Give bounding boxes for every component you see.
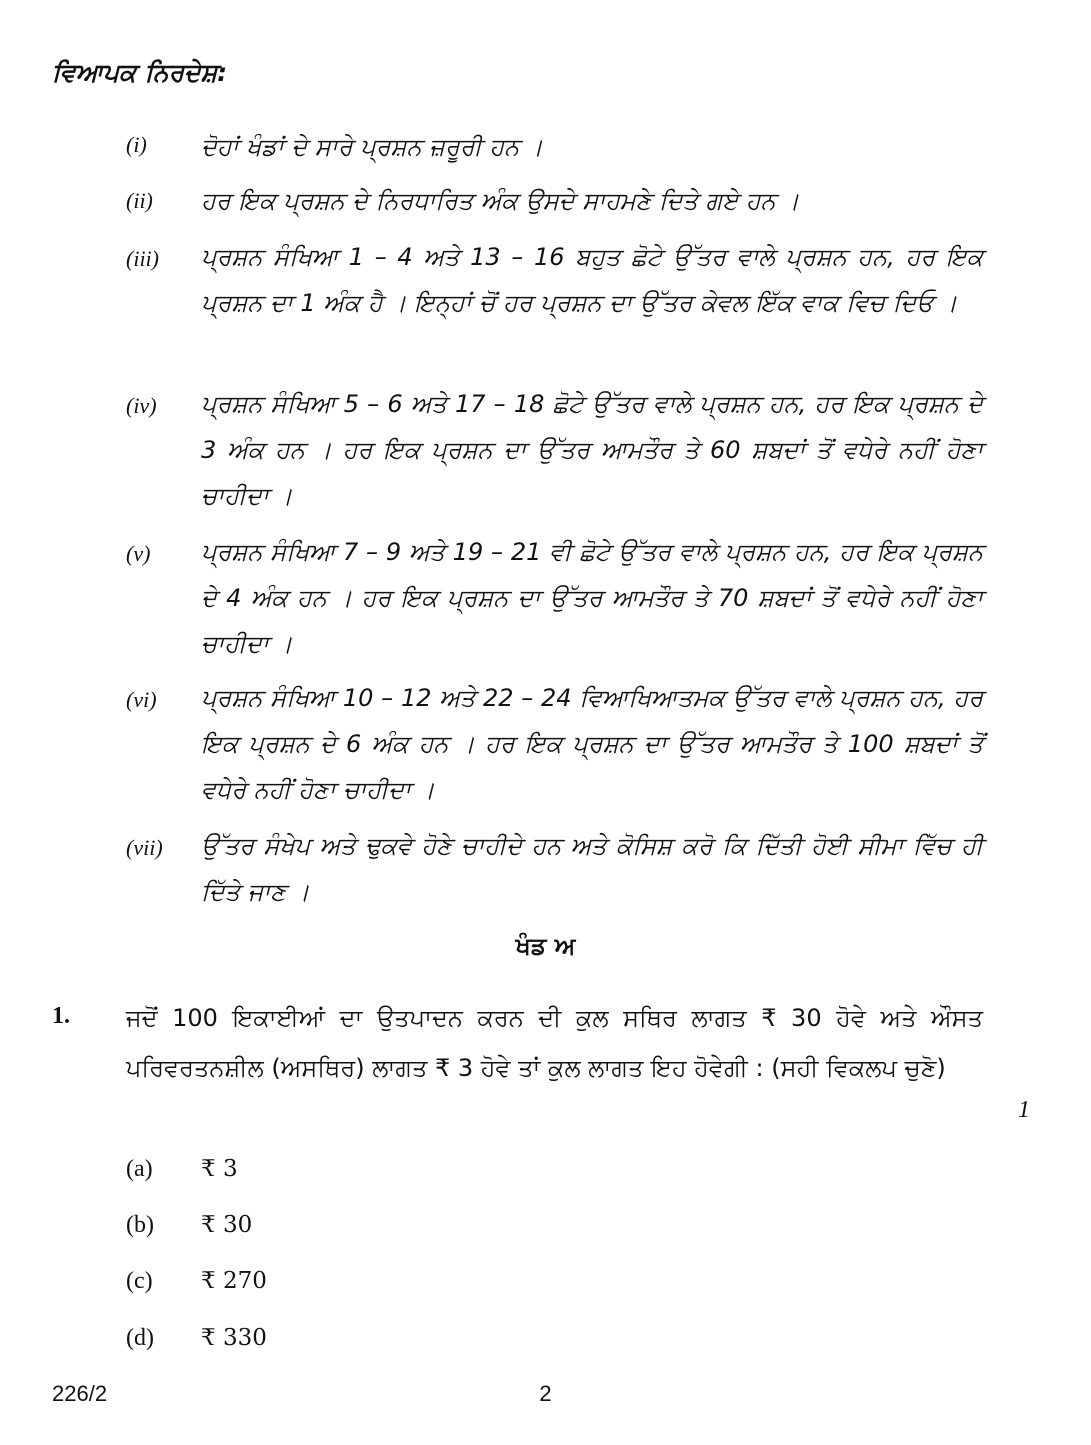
instruction-text: ਪ੍ਰਸ਼ਨ ਸੰਖਿਆ 1 – 4 ਅਤੇ 13 – 16 ਬਹੁਤ ਛੋਟੇ ਉੱਤਰ ਵਾਲੇ ਪ੍ਰਸ਼ਨ ਹਨ, ਹਰ ਇਕ ਪ੍ਰਸ਼ਨ ਦਾ 1 ਅੰਕ ਹੈ । ਇਨ੍ਹਾਂ ਚੋਂ ਹਰ ਪ੍ਰਸ਼ਨ ਦਾ ਉੱਤਰ ਕੇਵਲ ਇੱਕ ਵਾਕ ਵਿਚ ਦਿਓ । [201,243,983,317]
instruction-text: ਪ੍ਰਸ਼ਨ ਸੰਖਿਆ 7 – 9 ਅਤੇ 19 – 21 ਵੀ ਛੋਟੇ ਉੱਤਰ ਵਾਲੇ ਪ੍ਰਸ਼ਨ ਹਨ, ਹਰ ਇਕ ਪ੍ਰਸ਼ਨ ਦੇ 4 ਅੰਕ ਹਨ । ਹਰ ਇਕ ਪ੍ਰਸ਼ਨ ਦਾ ਉੱਤਰ ਆਮਤੌਰ ਤੇ 70 ਸ਼ਬਦਾਂ ਤੋਂ ਵਧੇਰੇ ਨਹੀਂ ਹੋਣਾ ਚਾਹੀਦਾ । [201,538,983,658]
instruction-number: (vii) [126,835,163,860]
question-marks: 1 [1018,1097,1030,1123]
question-number: 1. [52,1003,70,1029]
question-text: ਜਦੋਂ 100 ਇਕਾਈਆਂ ਦਾ ਉਤਪਾਦਨ ਕਰਨ ਦੀ ਕੁਲ ਸਥਿਰ ਲਾਗਤ ₹ 30 ਹੋਵੇ ਅਤੇ ਔਸਤ ਪਰਿਵਰਤਨਸ਼ੀਲ (ਅਸਥਿਰ) ਲਾਗਤ ₹ 3 ਹੋਵੇ ਤਾਂ ਕੁਲ ਲਾਗਤ ਇਹ ਹੋਵੇਗੀ : (ਸਹੀ ਵਿਕਲਪ ਚੁਣੋ) [126,1004,983,1082]
instruction-number: (i) [126,132,147,157]
section-title: ਖੰਡ ਅ [515,932,576,960]
option-value: ₹ 3 [201,1156,238,1182]
instruction-text: ਪ੍ਰਸ਼ਨ ਸੰਖਿਆ 5 – 6 ਅਤੇ 17 – 18 ਛੋਟੇ ਉੱਤਰ ਵਾਲੇ ਪ੍ਰਸ਼ਨ ਹਨ, ਹਰ ਇਕ ਪ੍ਰਸ਼ਨ ਦੇ 3 ਅੰਕ ਹਨ । ਹਰ ਇਕ ਪ੍ਰਸ਼ਨ ਦਾ ਉੱਤਰ ਆਮਤੌਰ ਤੇ 60 ਸ਼ਬਦਾਂ ਤੋਂ ਵਧੇਰੇ ਨਹੀਂ ਹੋਣਾ ਚਾਹੀਦਾ । [201,390,983,510]
instruction-number: (v) [126,541,151,566]
instruction-number: (iii) [126,246,159,271]
instruction-text: ਦੋਹਾਂ ਖੰਡਾਂ ਦੇ ਸਾਰੇ ਪ੍ਰਸ਼ਨ ਜ਼ਰੂਰੀ ਹਨ । [201,133,543,161]
option-value: ₹ 330 [201,1325,267,1351]
instruction-text: ਹਰ ਇਕ ਪ੍ਰਸ਼ਨ ਦੇ ਨਿਰਧਾਰਿਤ ਅੰਕ ਉਸਦੇ ਸਾਹਮਣੇ ਦਿਤੇ ਗਏ ਹਨ । [201,187,800,215]
option-label: (a) [126,1156,153,1182]
instruction-number: (ii) [126,188,153,213]
general-instructions-heading: ਵਿਆਪਕ ਨਿਰਦੇਸ਼: [52,58,228,87]
instruction-text: ਉੱਤਰ ਸੰਖੇਪ ਅਤੇ ਢੁਕਵੇ ਹੋਣੇ ਚਾਹੀਦੇ ਹਨ ਅਤੇ ਕੋਸਿਸ਼ ਕਰੋ ਕਿ ਦਿੱਤੀ ਹੋਈ ਸੀਮਾ ਵਿੱਚ ਹੀ ਦਿੱਤੇ ਜਾਣ । [201,832,983,906]
option-value: ₹ 270 [201,1268,267,1294]
page-number: 2 [539,1381,552,1406]
option-value: ₹ 30 [201,1212,253,1238]
option-label: (b) [126,1212,154,1238]
instruction-number: (iv) [126,393,157,418]
instruction-text: ਪ੍ਰਸ਼ਨ ਸੰਖਿਆ 10 – 12 ਅਤੇ 22 – 24 ਵਿਆਖਿਆਤਮਕ ਉੱਤਰ ਵਾਲੇ ਪ੍ਰਸ਼ਨ ਹਨ, ਹਰ ਇਕ ਪ੍ਰਸ਼ਨ ਦੇ 6 ਅੰਕ ਹਨ । ਹਰ ਇਕ ਪ੍ਰਸ਼ਨ ਦਾ ਉੱਤਰ ਆਮਤੌਰ ਤੇ 100 ਸ਼ਬਦਾਂ ਤੋਂ ਵਧੇਰੇ ਨਹੀਂ ਹੋਣਾ ਚਾਹੀਦਾ । [201,684,983,804]
instruction-number: (vi) [126,687,157,712]
paper-code: 226/2 [52,1381,108,1406]
option-label: (d) [126,1325,154,1351]
option-label: (c) [126,1268,153,1294]
